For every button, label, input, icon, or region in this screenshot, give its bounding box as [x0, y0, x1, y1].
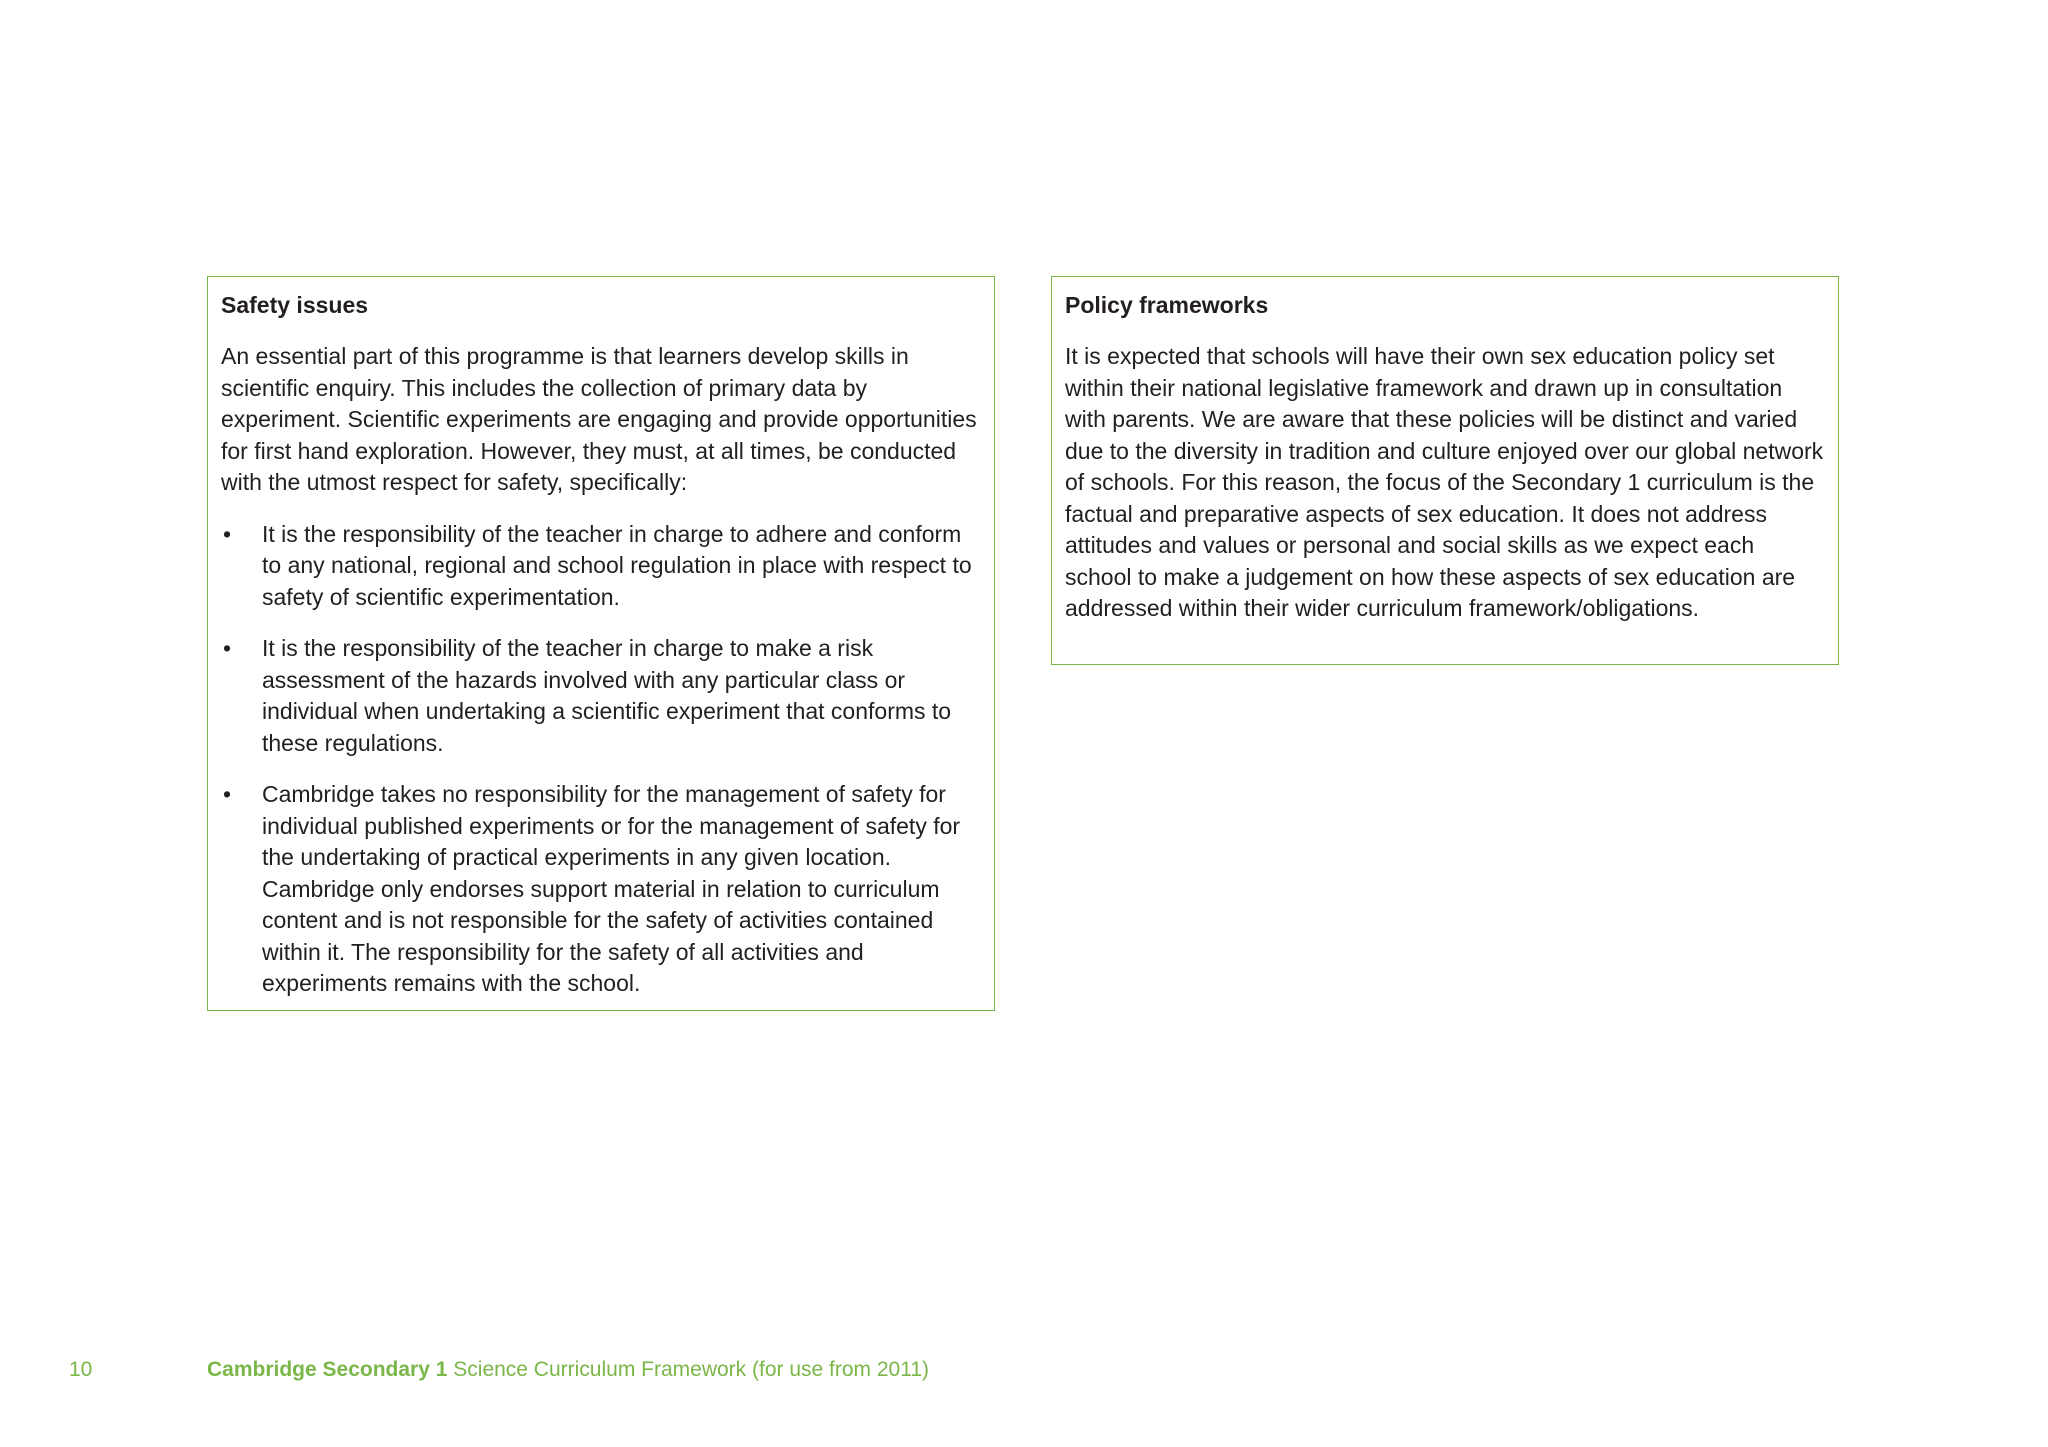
page-number: 10 — [69, 1358, 93, 1381]
safety-list-item — [221, 779, 981, 1000]
footer-brand: Cambridge Secondary 1 — [207, 1358, 448, 1381]
bullet-icon: • — [223, 635, 232, 661]
safety-issues-intro: An essential part of this programme is that learners develop skills in scientific enquiry. This includes the collection of primary data by experiment. Scientific experiments are engaging and provide opportunities for first hand exploration. However, they must, at all times, be conducted with the utmost respect for safety, specifically: — [221, 343, 977, 495]
safety-list-item-text: Cambridge takes no responsibility for the management of safety for individual published experiments or for the management of safety for the undertaking of practical experiments in any given location. Cambridge only endorses support material in relation to curriculum content and is not responsible for the safety of activities contained within it. The responsibility for the safety of all activities and experiments remains with the school. — [262, 781, 961, 996]
footer-title — [207, 1356, 929, 1384]
safety-issues-list — [221, 519, 981, 1000]
safety-issues-heading: Safety issues — [221, 292, 369, 318]
bullet-icon: • — [223, 781, 232, 807]
safety-list-item-text: It is the responsibility of the teacher in charge to make a risk assessment of the hazards involved with any particular class or individual when undertaking a scientific experiment that conforms to these regulations. — [262, 635, 952, 756]
footer-document-title: Science Curriculum Framework (for use from 2011) — [453, 1358, 930, 1381]
safety-list-item-text: It is the responsibility of the teacher in charge to adhere and conform to any national, regional and school regulation in place with respect to safety of scientific experimentation. — [262, 520, 972, 610]
safety-issues-box — [207, 276, 995, 1011]
policy-frameworks-heading: Policy frameworks — [1065, 292, 1269, 318]
safety-list-item — [221, 633, 981, 759]
policy-frameworks-body: It is expected that schools will have their own sex education policy set within their national legislative framework and drawn up in consultation with parents. We are aware that these policies will be distinct and varied due to the diversity in tradition and culture enjoyed over our global network of schools. For this reason, the focus of the Secondary 1 curriculum is the factual and preparative aspects of sex education. It does not address attitudes and values or personal and social skills as we expect each school to make a judgement on how these aspects of sex education are addressed within their wider curriculum framework/obligations. — [1065, 343, 1824, 621]
policy-frameworks-box — [1051, 276, 1839, 665]
safety-list-item — [221, 519, 981, 614]
bullet-icon: • — [223, 520, 232, 547]
